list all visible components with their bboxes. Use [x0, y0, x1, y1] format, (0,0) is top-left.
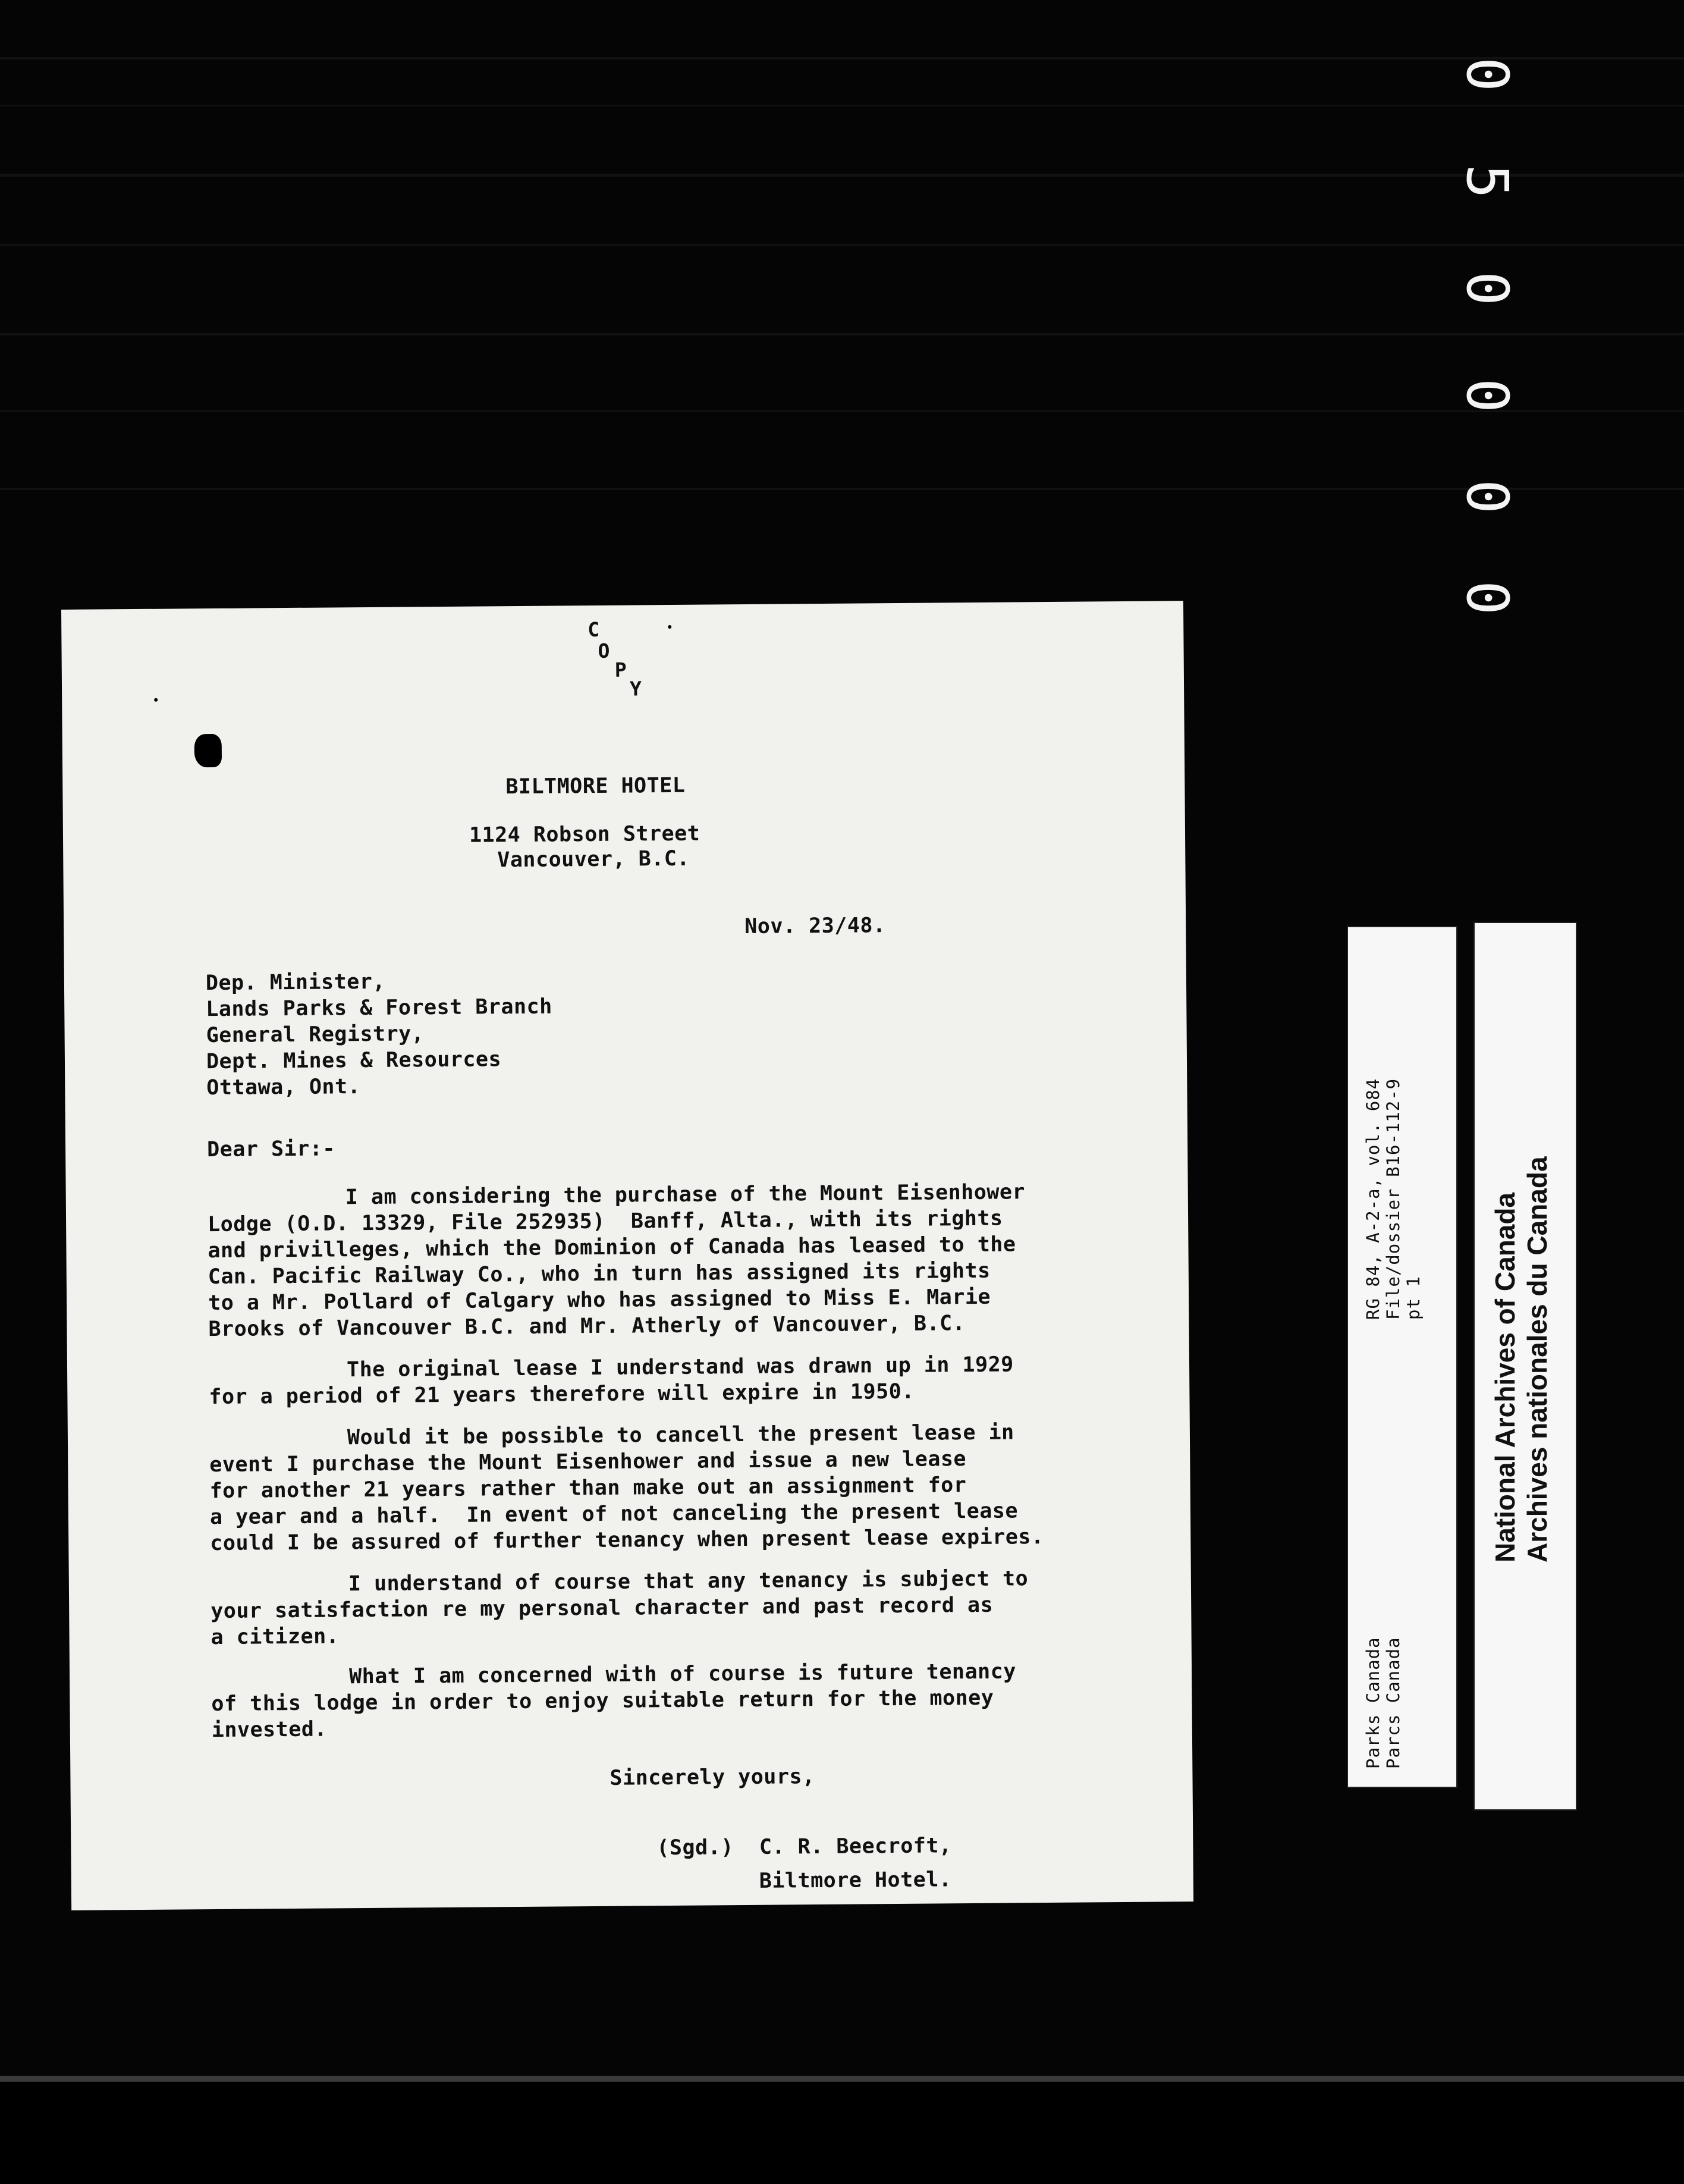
film-edge [0, 2082, 1684, 2184]
frame-digit: 0 [1454, 479, 1520, 514]
recipient-line: General Registry, [206, 1022, 425, 1048]
reference-label [1347, 926, 1457, 1788]
letter-date: Nov. 23/48. [744, 914, 886, 939]
signature: (Sgd.) C. R. Beecroft, [656, 1834, 952, 1860]
copy-mark-letter: C [587, 617, 600, 642]
letter-page [61, 601, 1193, 1910]
frame-counter [1449, 42, 1538, 625]
letterhead-name: BILTMORE HOTEL [505, 773, 686, 799]
archives-line: Archives nationales du Canada [1522, 1156, 1553, 1562]
closing: Sincerely yours, [609, 1765, 815, 1790]
copy-mark-letter: O [598, 639, 610, 663]
reference-line: pt 1 [1403, 1276, 1424, 1320]
reference-line: File/dossier B16-112-9 [1383, 1078, 1403, 1320]
paragraph-line: Can. Pacific Railway Co., who in turn has assigned its rights [208, 1259, 991, 1289]
paragraph-line: for another 21 years rather than make out an assignment for [209, 1473, 967, 1504]
frame-digit: 0 [1454, 57, 1520, 92]
paragraph-line: Would it be possible to cancell the present lease in [347, 1420, 1014, 1450]
paragraph-line: Lodge (O.D. 13329, File 252935) Banff, Alta., with its rights [207, 1206, 1003, 1237]
speck [668, 625, 671, 629]
paragraph-line: Brooks of Vancouver B.C. and Mr. Atherly of Vancouver, B.C. [208, 1311, 966, 1342]
paragraph-line: and privilleges, which the Dominion of Canada has leased to the [208, 1232, 1016, 1263]
scan-noise-band [0, 488, 1684, 490]
signature-organization: Biltmore Hotel. [759, 1868, 952, 1893]
paragraph-line: could I be assured of further tenancy when present lease expires. [210, 1525, 1044, 1556]
speck [154, 698, 158, 702]
scan-noise-band [0, 244, 1684, 246]
recipient-line: Ottawa, Ont. [206, 1075, 361, 1100]
paragraph-line: I understand of course that any tenancy is subject to [348, 1567, 1029, 1596]
reference-line: RG 84, A-2-a, vol. 684 [1363, 1078, 1383, 1320]
paragraph-line: to a Mr. Pollard of Calgary who has assigned to Miss E. Marie [208, 1285, 991, 1316]
copy-mark-letter: Y [629, 677, 642, 701]
paragraph-line: your satisfaction re my personal character and past record as [211, 1593, 994, 1624]
copy-mark-letter: P [614, 658, 627, 682]
paragraph-line: for a period of 21 years therefore will expire in 1950. [209, 1379, 915, 1410]
frame-digit: 0 [1454, 271, 1520, 306]
paragraph-line: a citizen. [211, 1624, 340, 1650]
scan-noise-band [0, 57, 1684, 59]
agency-line: Parcs Canada [1383, 1637, 1403, 1769]
scan-noise-band [0, 174, 1684, 177]
paragraph-line: I am considering the purchase of the Mount Eisenhower [345, 1180, 1026, 1210]
scan-noise-band [0, 105, 1684, 106]
frame-digit: 0 [1454, 378, 1520, 413]
archives-line: National Archives of Canada [1490, 1192, 1520, 1562]
paragraph-line: event I purchase the Mount Eisenhower and issue a new lease [209, 1447, 967, 1477]
paragraph-line: What I am concerned with of course is future tenancy [348, 1659, 1016, 1689]
letterhead-street: 1124 Robson Street [469, 821, 700, 848]
letterhead-city: Vancouver, B.C. [497, 846, 690, 873]
frame-digit: 5 [1454, 164, 1520, 199]
recipient-line: Dep. Minister, [205, 969, 386, 996]
recipient-line: Lands Parks & Forest Branch [206, 994, 552, 1022]
agency-line: Parks Canada [1363, 1637, 1383, 1769]
frame-digit: 0 [1454, 580, 1520, 615]
recipient-line: Dept. Mines & Resources [206, 1047, 502, 1074]
scan-noise-band [0, 410, 1684, 412]
paragraph-line: a year and a half. In event of not canceling the present lease [209, 1499, 1019, 1530]
scan-noise-band [0, 333, 1684, 335]
salutation: Dear Sir:- [206, 1137, 336, 1162]
ink-blot [194, 734, 222, 767]
film-edge [0, 2076, 1684, 2082]
paragraph-line: of this lodge in order to enjoy suitable return for the money [211, 1686, 994, 1717]
paragraph-line: invested. [211, 1717, 328, 1743]
paragraph-line: The original lease I understand was drawn up in 1929 [346, 1353, 1014, 1382]
archives-label [1474, 922, 1577, 1810]
